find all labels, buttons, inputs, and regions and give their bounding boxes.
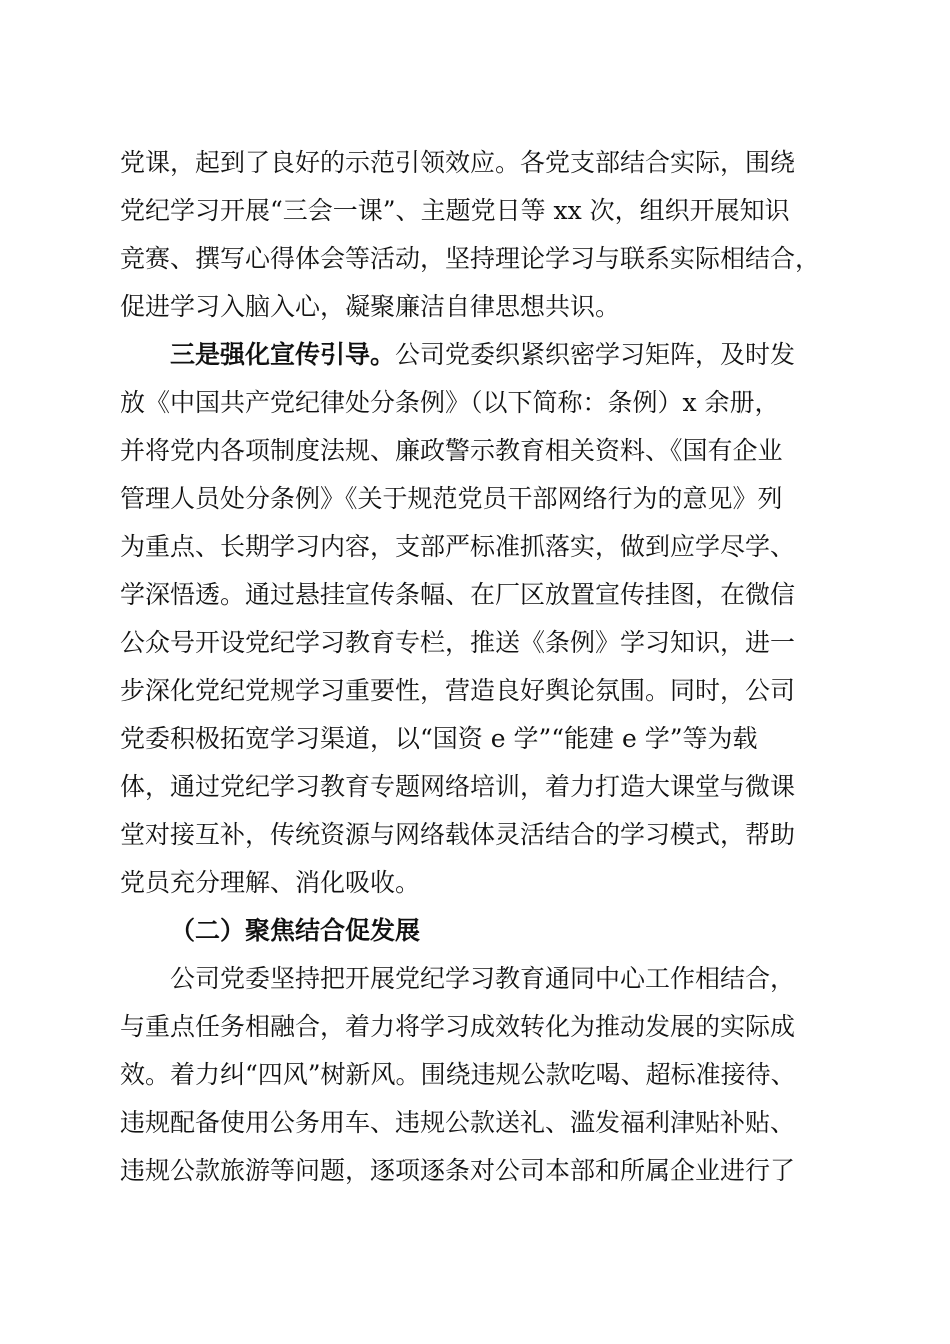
text-line: 并将党内各项制度法规、廉政警示教育相关资料、《国有企业 [120,436,783,465]
text-line: 党委积极拓宽学习渠道，以“国资 e 学”“能建 e 学”等为载 [120,724,758,753]
paragraph-first-line [170,340,795,370]
text-line: 为重点、长期学习内容，支部严标准抓落实，做到应学尽学、 [120,532,796,561]
text-line: 违规公款旅游等问题，逐项逐条对公司本部和所属企业进行了 [120,1156,796,1185]
text-line: 违规配备使用公务用车、违规公款送礼、滥发福利津贴补贴、 [120,1108,796,1137]
text-line: 党员充分理解、消化吸收。 [120,868,421,897]
lead-heading: 三是强化宣传引导。 [170,340,396,369]
text-line: 党纪学习开展“三会一课”、主题党日等 xx 次，组织开展知识 [120,196,790,225]
text-line: 体，通过党纪学习教育专题网络培训，着力打造大课堂与微课 [120,772,796,801]
text-line: 放《中国共产党纪律处分条例》（以下简称：条例）x 余册， [120,388,780,417]
section-heading: （二）聚焦结合促发展 [170,916,421,945]
text-line: 促进学习入脑入心，凝聚廉洁自律思想共识。 [120,292,621,321]
text-line: 公司党委坚持把开展党纪学习教育通同中心工作相结合， [170,964,796,993]
text-line: 与重点任务相融合，着力将学习成效转化为推动发展的实际成 [120,1012,796,1041]
text-run: 公司党委织紧织密学习矩阵，及时发 [395,340,796,369]
text-line: 堂对接互补，传统资源与网络载体灵活结合的学习模式，帮助 [120,820,796,849]
text-line: 公众号开设党纪学习教育专栏，推送《条例》学习知识，进一 [120,628,796,657]
text-line: 步深化党纪党规学习重要性，营造良好舆论氛围。同时，公司 [120,676,796,705]
text-line: 学深悟透。通过悬挂宣传条幅、在厂区放置宣传挂图，在微信 [120,580,796,609]
text-line: 管理人员处分条例》《关于规范党员干部网络行为的意见》列 [120,484,783,513]
text-line: 效。着力纠“四风”树新风。围绕违规公款吃喝、超标准接待、 [120,1060,796,1089]
text-line: 党课，起到了良好的示范引领效应。各党支部结合实际，围绕 [120,148,796,177]
text-line: 竞赛、撰写心得体会等活动，坚持理论学习与联系实际相结合， [120,244,821,273]
